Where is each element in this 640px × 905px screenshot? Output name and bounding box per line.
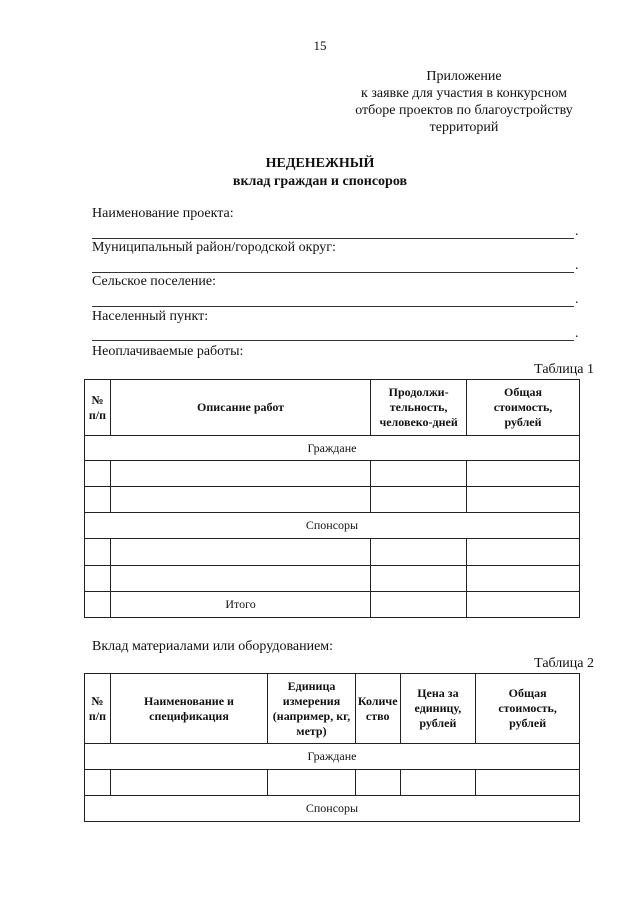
col-header-total-cost: Общая стоимость, рублей — [476, 674, 580, 744]
group-row-sponsors: Спонсоры — [85, 513, 580, 539]
settlement-label: Сельское поселение: — [92, 274, 217, 289]
table-cell[interactable] — [400, 770, 476, 796]
table-cell[interactable] — [110, 566, 370, 592]
appendix-line-2: к заявке для участия в конкурсном — [361, 86, 567, 101]
col-header-unit-price: Цена за единицу, рублей — [400, 674, 476, 744]
table-cell[interactable] — [85, 487, 111, 513]
table-cell[interactable] — [467, 539, 580, 566]
table-cell[interactable] — [85, 770, 111, 796]
table-cell[interactable] — [371, 539, 467, 566]
total-duration-cell[interactable] — [371, 592, 467, 618]
locality-line[interactable] — [92, 340, 574, 341]
title-line-1: НЕДЕНЕЖНЫЙ — [265, 156, 375, 171]
materials-label: Вклад материалами или оборудованием: — [92, 639, 334, 654]
table-cell[interactable] — [467, 487, 580, 513]
district-label: Муниципальный район/городской округ: — [92, 240, 336, 255]
col-header-duration: Продолжи-тельность, человеко-дней — [371, 380, 467, 436]
project-name-line[interactable] — [92, 238, 574, 239]
table-cell[interactable] — [476, 770, 580, 796]
locality-label: Населенный пункт: — [92, 309, 209, 324]
col-header-quantity: Количе ство — [355, 674, 400, 744]
table-materials — [84, 673, 580, 822]
unpaid-works-label: Неоплачиваемые работы: — [92, 344, 244, 359]
table2-caption: Таблица 2 — [534, 656, 594, 671]
title-line-2: вклад граждан и спонсоров — [232, 174, 408, 189]
table-cell[interactable] — [355, 770, 400, 796]
table-cell[interactable] — [110, 487, 370, 513]
line-end-dot: . — [575, 326, 579, 341]
table-cell[interactable] — [371, 487, 467, 513]
col-header-cost: Общая стоимость, рублей — [467, 380, 580, 436]
appendix-line-1: Приложение — [426, 69, 502, 84]
table-cell[interactable] — [85, 566, 111, 592]
line-end-dot: . — [575, 224, 579, 239]
appendix-line-3: отборе проектов по благоустройству — [355, 103, 573, 118]
group-row-citizens: Граждане — [85, 744, 580, 770]
line-end-dot: . — [575, 292, 579, 307]
line-end-dot: . — [575, 258, 579, 273]
col-header-description: Описание работ — [110, 380, 370, 436]
table-cell[interactable] — [371, 461, 467, 487]
table-cell[interactable] — [371, 566, 467, 592]
col-header-num: № п/п — [85, 674, 111, 744]
table-cell[interactable] — [467, 461, 580, 487]
col-header-unit: Единица измерения (например, кг, метр) — [268, 674, 356, 744]
district-line[interactable] — [92, 272, 574, 273]
table-cell[interactable] — [110, 770, 267, 796]
table1-caption: Таблица 1 — [534, 362, 594, 377]
appendix-note — [334, 68, 594, 136]
table-cell[interactable] — [467, 566, 580, 592]
settlement-line[interactable] — [92, 306, 574, 307]
page-number: 15 — [313, 38, 327, 53]
col-header-num: № п/п — [85, 380, 111, 436]
total-cost-cell[interactable] — [467, 592, 580, 618]
table-cell[interactable] — [268, 770, 356, 796]
appendix-line-4: территорий — [429, 120, 499, 135]
group-row-citizens: Граждане — [85, 436, 580, 461]
project-name-label: Наименование проекта: — [92, 206, 234, 221]
document-title — [0, 155, 640, 191]
table-cell[interactable] — [85, 592, 111, 618]
col-header-name: Наименование и спецификация — [110, 674, 267, 744]
table-cell[interactable] — [110, 539, 370, 566]
table-cell[interactable] — [85, 539, 111, 566]
table-cell[interactable] — [110, 461, 370, 487]
total-label: Итого — [110, 592, 370, 618]
table-unpaid-works — [84, 379, 580, 618]
table-cell[interactable] — [85, 461, 111, 487]
group-row-sponsors: Спонсоры — [85, 796, 580, 822]
